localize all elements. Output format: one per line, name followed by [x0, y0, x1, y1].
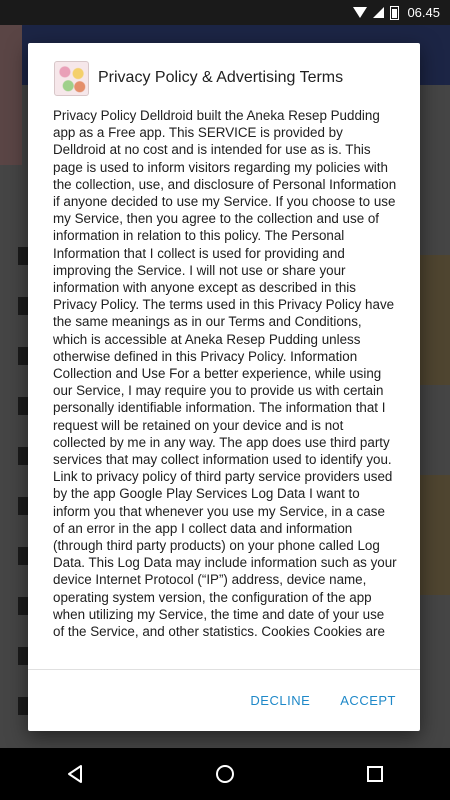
battery-icon: [390, 6, 399, 20]
status-time: 06.45: [407, 5, 440, 20]
recents-button[interactable]: [345, 754, 405, 794]
accept-button[interactable]: ACCEPT: [340, 693, 396, 708]
navigation-bar: [0, 748, 450, 800]
recents-icon: [365, 764, 385, 784]
wifi-icon: [353, 7, 367, 18]
app-icon: [54, 61, 89, 96]
dialog-divider: [28, 669, 420, 670]
dialog-actions: [220, 693, 396, 708]
status-bar: [0, 0, 450, 25]
home-button[interactable]: [195, 754, 255, 794]
back-icon: [65, 764, 85, 784]
decline-button[interactable]: DECLINE: [250, 693, 311, 708]
dialog-header: [54, 62, 400, 94]
dialog-title: Privacy Policy & Advertising Terms: [98, 69, 344, 86]
privacy-dialog: [28, 43, 420, 731]
back-button[interactable]: [45, 754, 105, 794]
dialog-message[interactable]: Privacy Policy Delldroid built the Aneka Resep Pudding app as a Free app. This SERVICE is provided by Delldroid at no cost and is intended for use as is. This page is used to inform visitors regarding my policies with the collection, use, and disclosure of Personal Information if anyone decided to use my Service. If you choose to use my Service, then you agree to the collection and use of information in relation to this policy. The Personal Information that I collect is used for providing and improving the Service. I will not use or share your information with anyone except as described in this Privacy Policy. The terms used in this Privacy Policy have the same meanings as in our Terms and Conditions, which is accessible at Aneka Resep Pudding unless otherwise defined in this Privacy Policy. Information Collection and Use For a better experience, while using our Service, I may require you to provide us with certain personally identifiable information. The information that I request will be retained on your device and is not collected by me in any way. The app does use third party services that may collect information used to identify you. Link to privacy policy of third party service providers used by the app Google Play Services Log Data I want to inform you that whenever you use my Service, in a case of an error in the app I collect data and information (through third party products) on your phone called Log Data. This Log Data may include information such as your device Internet Protocol (“IP”) address, device name, operating system version, the configuration of the app when utilizing my Service, the time and date of your use of the Service, and other statistics. Cookies Cookies are: [53, 108, 397, 640]
signal-icon: [373, 7, 384, 18]
home-icon: [214, 763, 236, 785]
